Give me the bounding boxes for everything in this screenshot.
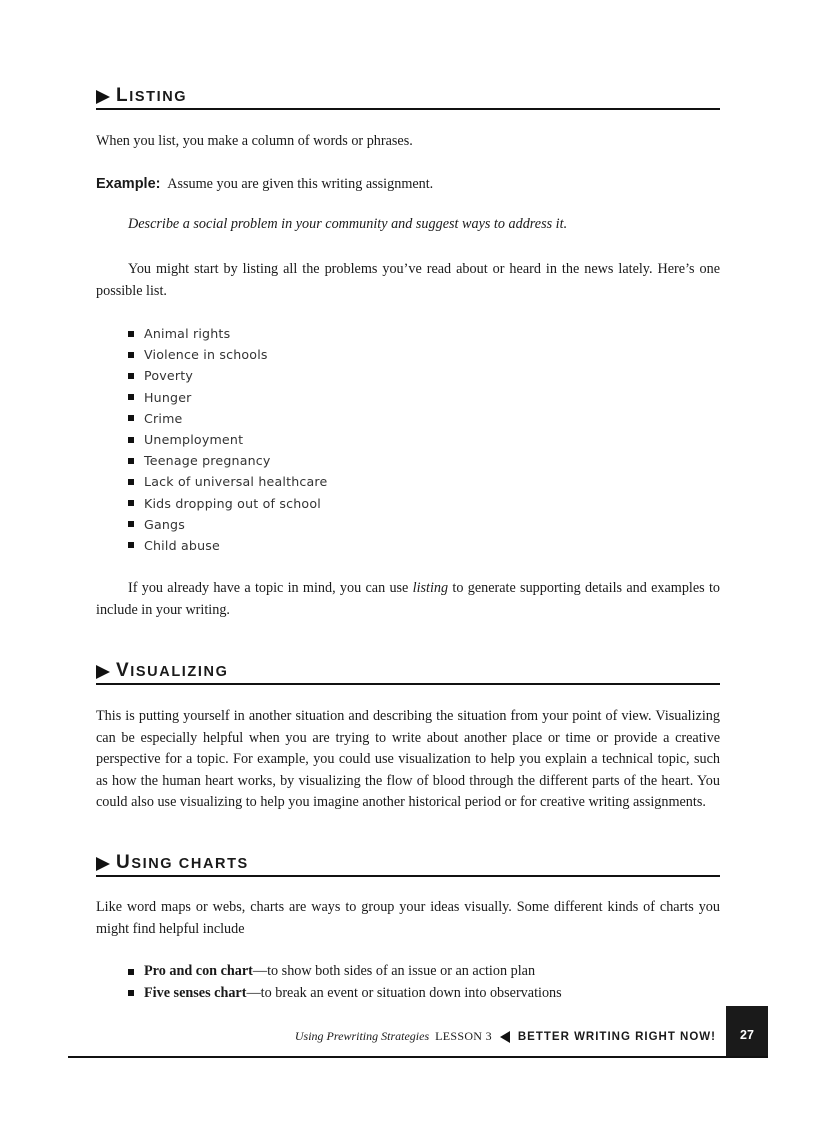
chart-types-list [128, 961, 562, 1004]
book-title: BETTER WRITING RIGHT NOW! [517, 1030, 716, 1043]
bullet-icon [128, 479, 134, 485]
section-heading-visualizing [96, 661, 720, 685]
bullet-icon [128, 500, 134, 506]
page-number: 27 [726, 1006, 768, 1058]
section-title: VISUALIZING [116, 660, 229, 681]
right-arrow-icon [96, 665, 110, 679]
page-footer [68, 1006, 768, 1058]
right-arrow-icon [96, 857, 110, 871]
list-item: Child abuse [128, 535, 327, 556]
bullet-icon [128, 331, 134, 337]
bullet-icon [128, 990, 134, 996]
bullet-icon [128, 521, 134, 527]
problem-list [128, 323, 327, 556]
section-heading-charts [96, 853, 720, 877]
listing-followup: If you already have a topic in mind, you can use listing to generate supporting details and examples to include in your writing. [96, 580, 720, 618]
bullet-icon [128, 415, 134, 421]
example-text: Assume you are given this writing assignment. [167, 176, 434, 192]
running-footer [295, 1029, 716, 1044]
bullet-icon [128, 458, 134, 464]
lesson-number: LESSON 3 [435, 1029, 492, 1043]
list-item: Violence in schools [128, 344, 327, 365]
bullet-icon [128, 394, 134, 400]
bullet-icon [128, 373, 134, 379]
bullet-icon [128, 437, 134, 443]
right-arrow-icon [96, 90, 110, 104]
example-line [96, 174, 720, 196]
list-item: Teenage pregnancy [128, 450, 327, 471]
charts-paragraph: Like word maps or webs, charts are ways to group your ideas visually. Some different kinds of charts you might find helpful include [96, 899, 720, 937]
example-label: Example: [96, 176, 161, 192]
list-item: Animal rights [128, 323, 327, 344]
list-item: Kids dropping out of school [128, 493, 327, 514]
footer-rule [68, 1056, 768, 1058]
visualizing-paragraph: This is putting yourself in another situation and describing the situation from your point of view. Visualizing can be especially helpful when you are trying to write about another place or time or provide a creative perspective for a topic. For example, you could use visualization to help you explain a technical topic, such as how the human heart works, by visualizing the flow of blood through the different parts of the heart. You could also use visualizing to help you imagine another historical period or for creative writing assignments. [96, 708, 720, 810]
chapter-title: Using Prewriting Strategies [294, 1029, 430, 1043]
term-listing: listing [412, 580, 449, 596]
list-item: Unemployment [128, 429, 327, 450]
list-item: Lack of universal healthcare [128, 471, 327, 492]
list-item: Pro and con chart —to show both sides of an issue or an action plan [128, 961, 562, 983]
list-item: Crime [128, 408, 327, 429]
listing-intro: When you list, you make a column of words or phrases. [96, 133, 413, 149]
list-item: Gangs [128, 514, 327, 535]
bullet-icon [128, 969, 134, 975]
bullet-icon [128, 542, 134, 548]
left-arrow-icon [500, 1031, 510, 1043]
listing-paragraph: You might start by listing all the problems you’ve read about or heard in the news lately. Here’s one possible list. [96, 261, 720, 299]
section-title: LISTING [116, 85, 188, 106]
list-item: Five senses chart —to break an event or situation down into observations [128, 983, 562, 1005]
writing-prompt: Describe a social problem in your community and suggest ways to address it. [128, 216, 568, 232]
section-heading-listing [96, 86, 720, 110]
list-item: Hunger [128, 387, 327, 408]
list-item: Poverty [128, 365, 327, 386]
section-title: USING CHARTS [116, 852, 249, 873]
bullet-icon [128, 352, 134, 358]
